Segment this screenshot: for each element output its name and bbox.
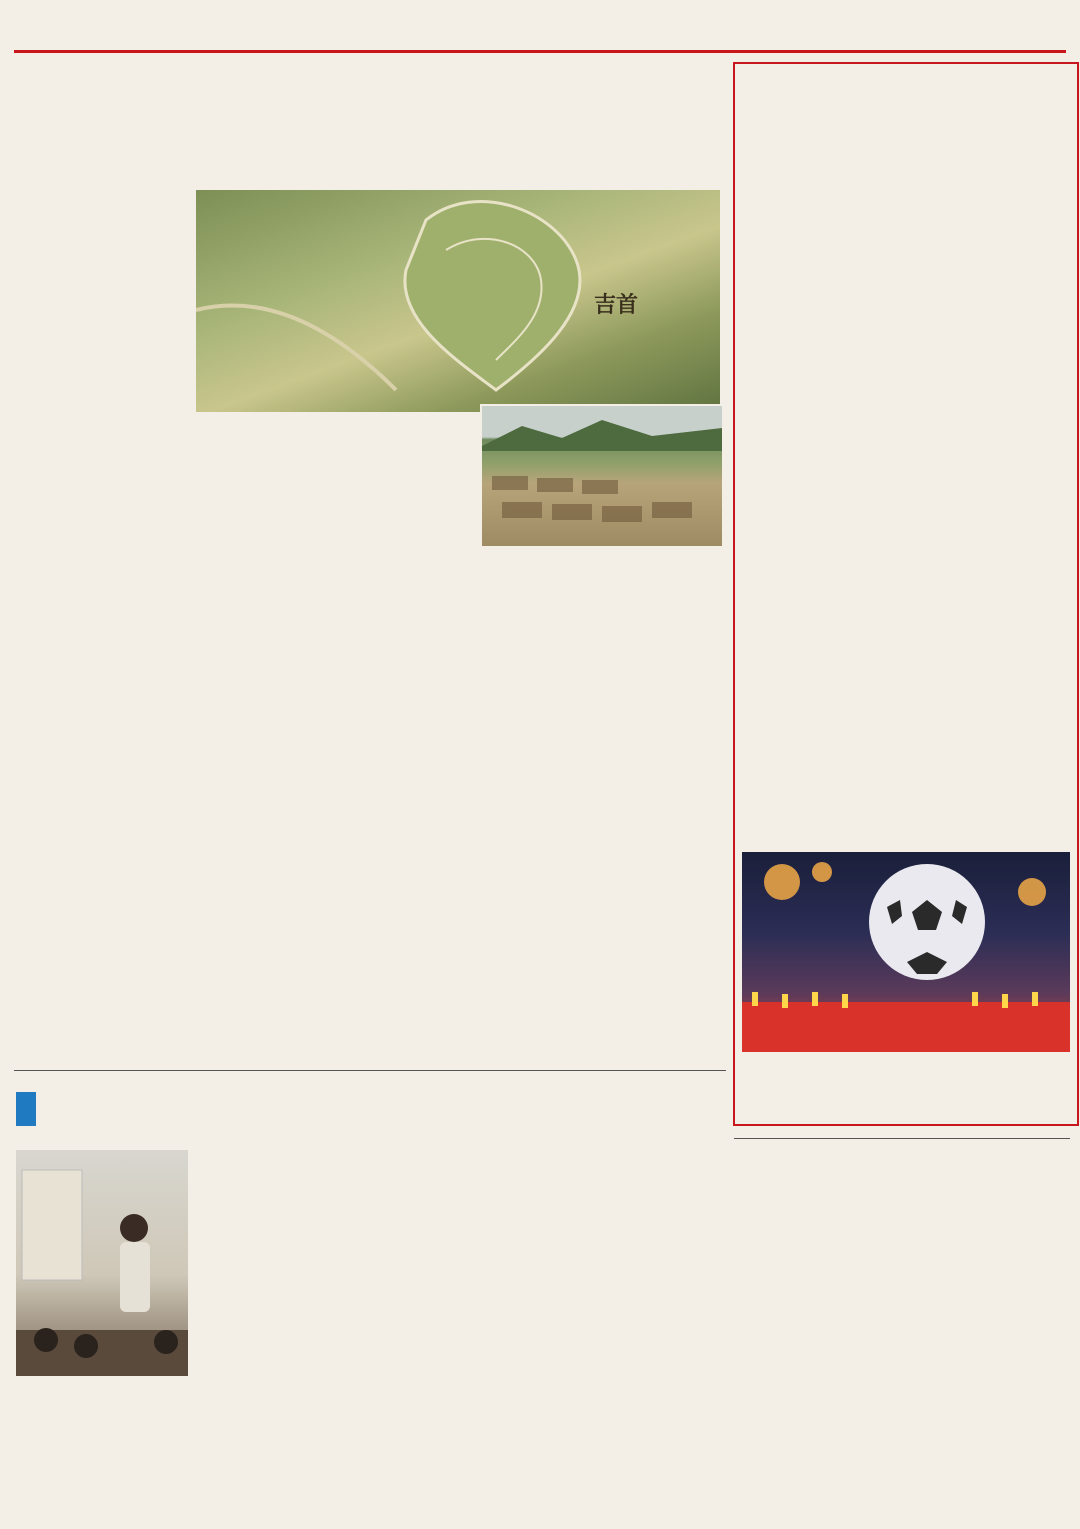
masthead-rule	[14, 50, 1066, 53]
teacher-profile	[16, 1412, 188, 1517]
lead-column-3	[374, 548, 544, 1062]
column-brand	[16, 1084, 226, 1144]
community-garden-illustration	[482, 406, 722, 546]
teacher-column-3	[552, 1150, 722, 1522]
aerial-greenland-photo	[196, 190, 720, 412]
teacher-column-2	[374, 1150, 544, 1522]
expo-column-2	[910, 1214, 1070, 1524]
column-logo-icon	[16, 1092, 36, 1126]
stadium-show-photo	[742, 852, 1070, 1052]
teacher-photo	[16, 1150, 188, 1376]
teacher-column-1	[196, 1150, 366, 1522]
lead-column-2	[196, 592, 366, 1062]
lead-column-4	[552, 548, 722, 1062]
community-garden-photo	[480, 404, 724, 548]
feature-column-b	[742, 78, 856, 848]
aerial-greenland-illustration	[196, 190, 720, 412]
section-divider	[14, 1070, 726, 1071]
lead-column-1	[14, 190, 186, 1060]
section-divider	[734, 1138, 1070, 1139]
svg-text:吉首: 吉首	[594, 292, 639, 318]
stadium-show-illustration	[742, 852, 1070, 1052]
classroom-illustration	[16, 1150, 188, 1376]
feature-column-middle	[862, 350, 956, 848]
feature-column-a	[962, 78, 1070, 848]
expo-column-1	[742, 1214, 904, 1524]
